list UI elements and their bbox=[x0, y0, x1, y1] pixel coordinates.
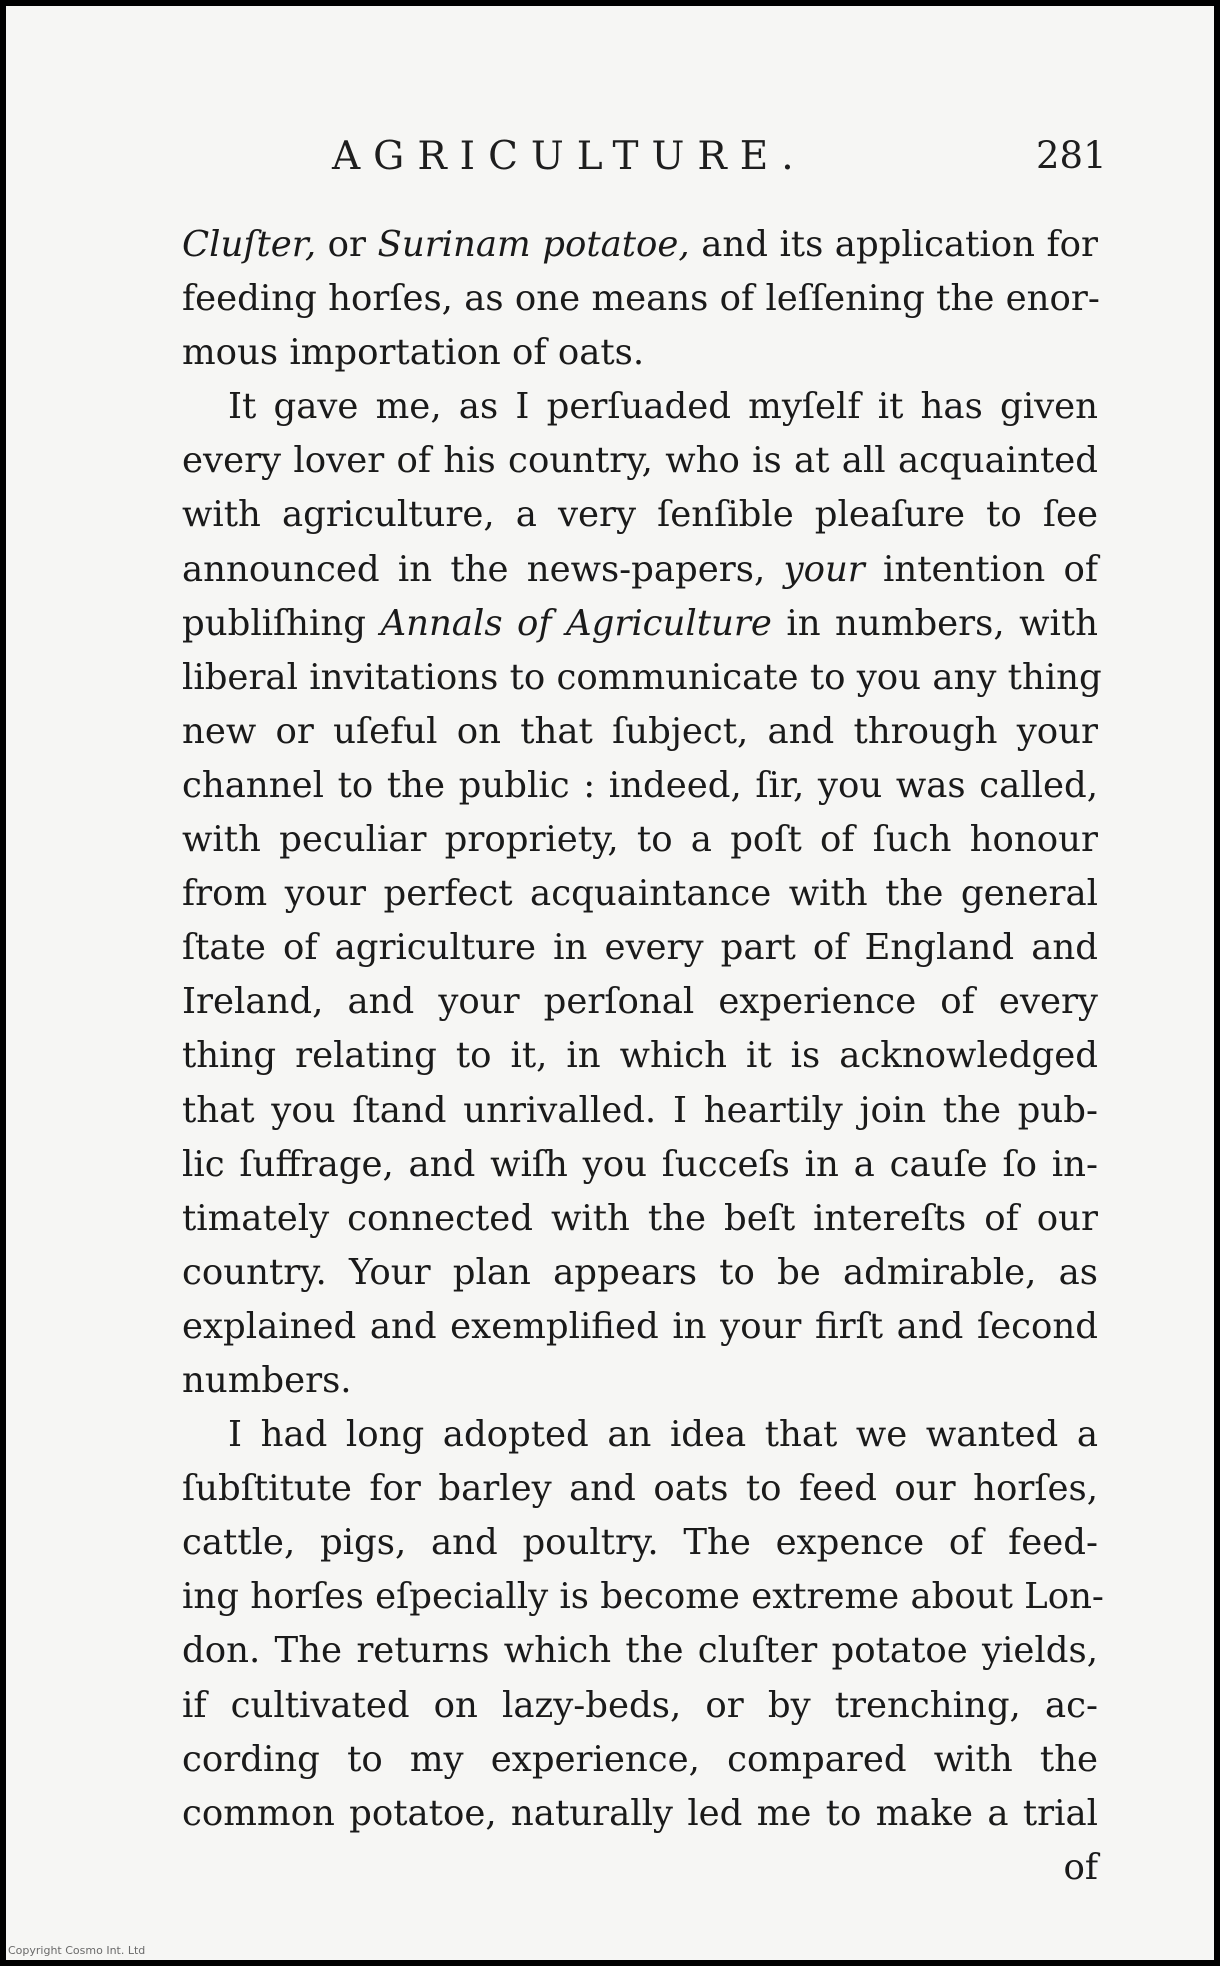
text-line bbox=[182, 1570, 1104, 1624]
text-segment: in numbers, with bbox=[771, 602, 1098, 644]
text-line bbox=[182, 1841, 1098, 1895]
text-segment: It gave me, as I perſuaded myſelf it has given bbox=[228, 386, 1098, 428]
text-segment: from your perfect acquaintance with the general bbox=[182, 873, 1098, 915]
text-segment: intention of bbox=[864, 548, 1098, 590]
text-segment: channel to the public : indeed, ſir, you was called, bbox=[182, 764, 1098, 806]
text-line bbox=[182, 597, 1098, 651]
text-segment: mous importation of oats. bbox=[182, 332, 645, 374]
text-line bbox=[182, 1516, 1098, 1570]
italic-text: your bbox=[783, 548, 865, 590]
body-text bbox=[182, 218, 1104, 1895]
book-page bbox=[6, 6, 1214, 1960]
text-segment: of bbox=[1063, 1846, 1098, 1888]
text-line bbox=[182, 759, 1098, 813]
text-segment: thing relating to it, in which it is acknowledged bbox=[182, 1035, 1098, 1077]
text-segment: with agriculture, a very ſenſible pleaſure to ſee bbox=[182, 494, 1098, 536]
text-line bbox=[182, 1246, 1098, 1300]
copyright-notice: Copyright Cosmo Int. Ltd bbox=[8, 1944, 146, 1957]
text-line bbox=[182, 1408, 1098, 1462]
text-line bbox=[182, 1138, 1098, 1192]
text-segment: cattle, pigs, and poultry. The expence of feed- bbox=[182, 1522, 1098, 1564]
text-line bbox=[182, 1354, 1098, 1408]
text-line bbox=[182, 705, 1098, 759]
text-segment: ing horſes eſpecially is become extreme about Lon- bbox=[182, 1576, 1104, 1618]
text-segment: if cultivated on lazy-beds, or by trenching, ac- bbox=[182, 1684, 1098, 1726]
text-line bbox=[182, 1624, 1098, 1678]
text-segment: Ireland, and your perſonal experience of every bbox=[182, 981, 1098, 1023]
text-segment: ſubſtitute for barley and oats to feed our horſes, bbox=[182, 1468, 1098, 1510]
text-segment: don. The returns which the cluſter potatoe yields, bbox=[182, 1630, 1098, 1672]
text-line bbox=[182, 218, 1098, 272]
text-segment: ſtate of agriculture in every part of England and bbox=[182, 927, 1098, 969]
text-segment: publiſhing bbox=[182, 602, 381, 644]
text-segment: that you ſtand unrivalled. I heartily join the pub- bbox=[182, 1089, 1098, 1131]
italic-text: Cluſter, bbox=[182, 224, 317, 265]
text-line bbox=[182, 1733, 1098, 1787]
text-line bbox=[182, 326, 1098, 380]
page-number: 281 bbox=[1036, 134, 1107, 177]
text-line bbox=[182, 1029, 1098, 1083]
text-line bbox=[182, 921, 1098, 975]
text-segment: timately connected with the beſt intereſts of our bbox=[182, 1197, 1098, 1239]
text-line bbox=[182, 543, 1098, 597]
text-line bbox=[182, 434, 1098, 488]
text-segment: announced in the news-papers, bbox=[182, 548, 784, 590]
italic-text: Surinam potatoe, bbox=[377, 224, 690, 265]
italic-text: Annals of Agriculture bbox=[380, 602, 772, 644]
text-segment: new or uſeful on that ſubject, and through your bbox=[182, 710, 1098, 752]
text-line bbox=[182, 272, 1098, 326]
running-head-title: AGRICULTURE. bbox=[332, 134, 807, 179]
text-line bbox=[182, 975, 1098, 1029]
text-segment: explained and exemplified in your firſt and ſecond bbox=[182, 1305, 1098, 1347]
text-segment: country. Your plan appears to be admirable, as bbox=[182, 1251, 1098, 1293]
text-segment: and its application for bbox=[689, 224, 1098, 265]
text-segment: feeding horſes, as one means of leſſening the enor- bbox=[182, 278, 1100, 320]
text-line bbox=[182, 1300, 1098, 1354]
text-line bbox=[182, 1787, 1098, 1841]
text-segment: lic ſuffrage, and wiſh you ſucceſs in a cauſe ſo in- bbox=[182, 1143, 1098, 1185]
text-line bbox=[182, 1462, 1098, 1516]
text-line bbox=[182, 813, 1098, 867]
text-line bbox=[182, 867, 1098, 921]
text-line bbox=[182, 1679, 1098, 1733]
text-line bbox=[182, 1084, 1098, 1138]
text-segment: every lover of his country, who is at all acquainted bbox=[182, 440, 1098, 482]
text-segment: liberal invitations to communicate to you any thing bbox=[182, 656, 1102, 698]
text-segment: common potatoe, naturally led me to make a trial bbox=[182, 1792, 1098, 1834]
text-segment: or bbox=[316, 224, 378, 265]
text-line bbox=[182, 1192, 1098, 1246]
text-segment: numbers. bbox=[182, 1359, 352, 1401]
text-segment: cording to my experience, compared with the bbox=[182, 1738, 1098, 1780]
running-head bbox=[6, 134, 1214, 184]
text-line bbox=[182, 488, 1098, 542]
text-segment: I had long adopted an idea that we wanted a bbox=[228, 1414, 1098, 1456]
text-segment: with peculiar propriety, to a poſt of ſuch honour bbox=[182, 819, 1098, 861]
text-line bbox=[182, 651, 1102, 705]
text-line bbox=[182, 380, 1098, 434]
